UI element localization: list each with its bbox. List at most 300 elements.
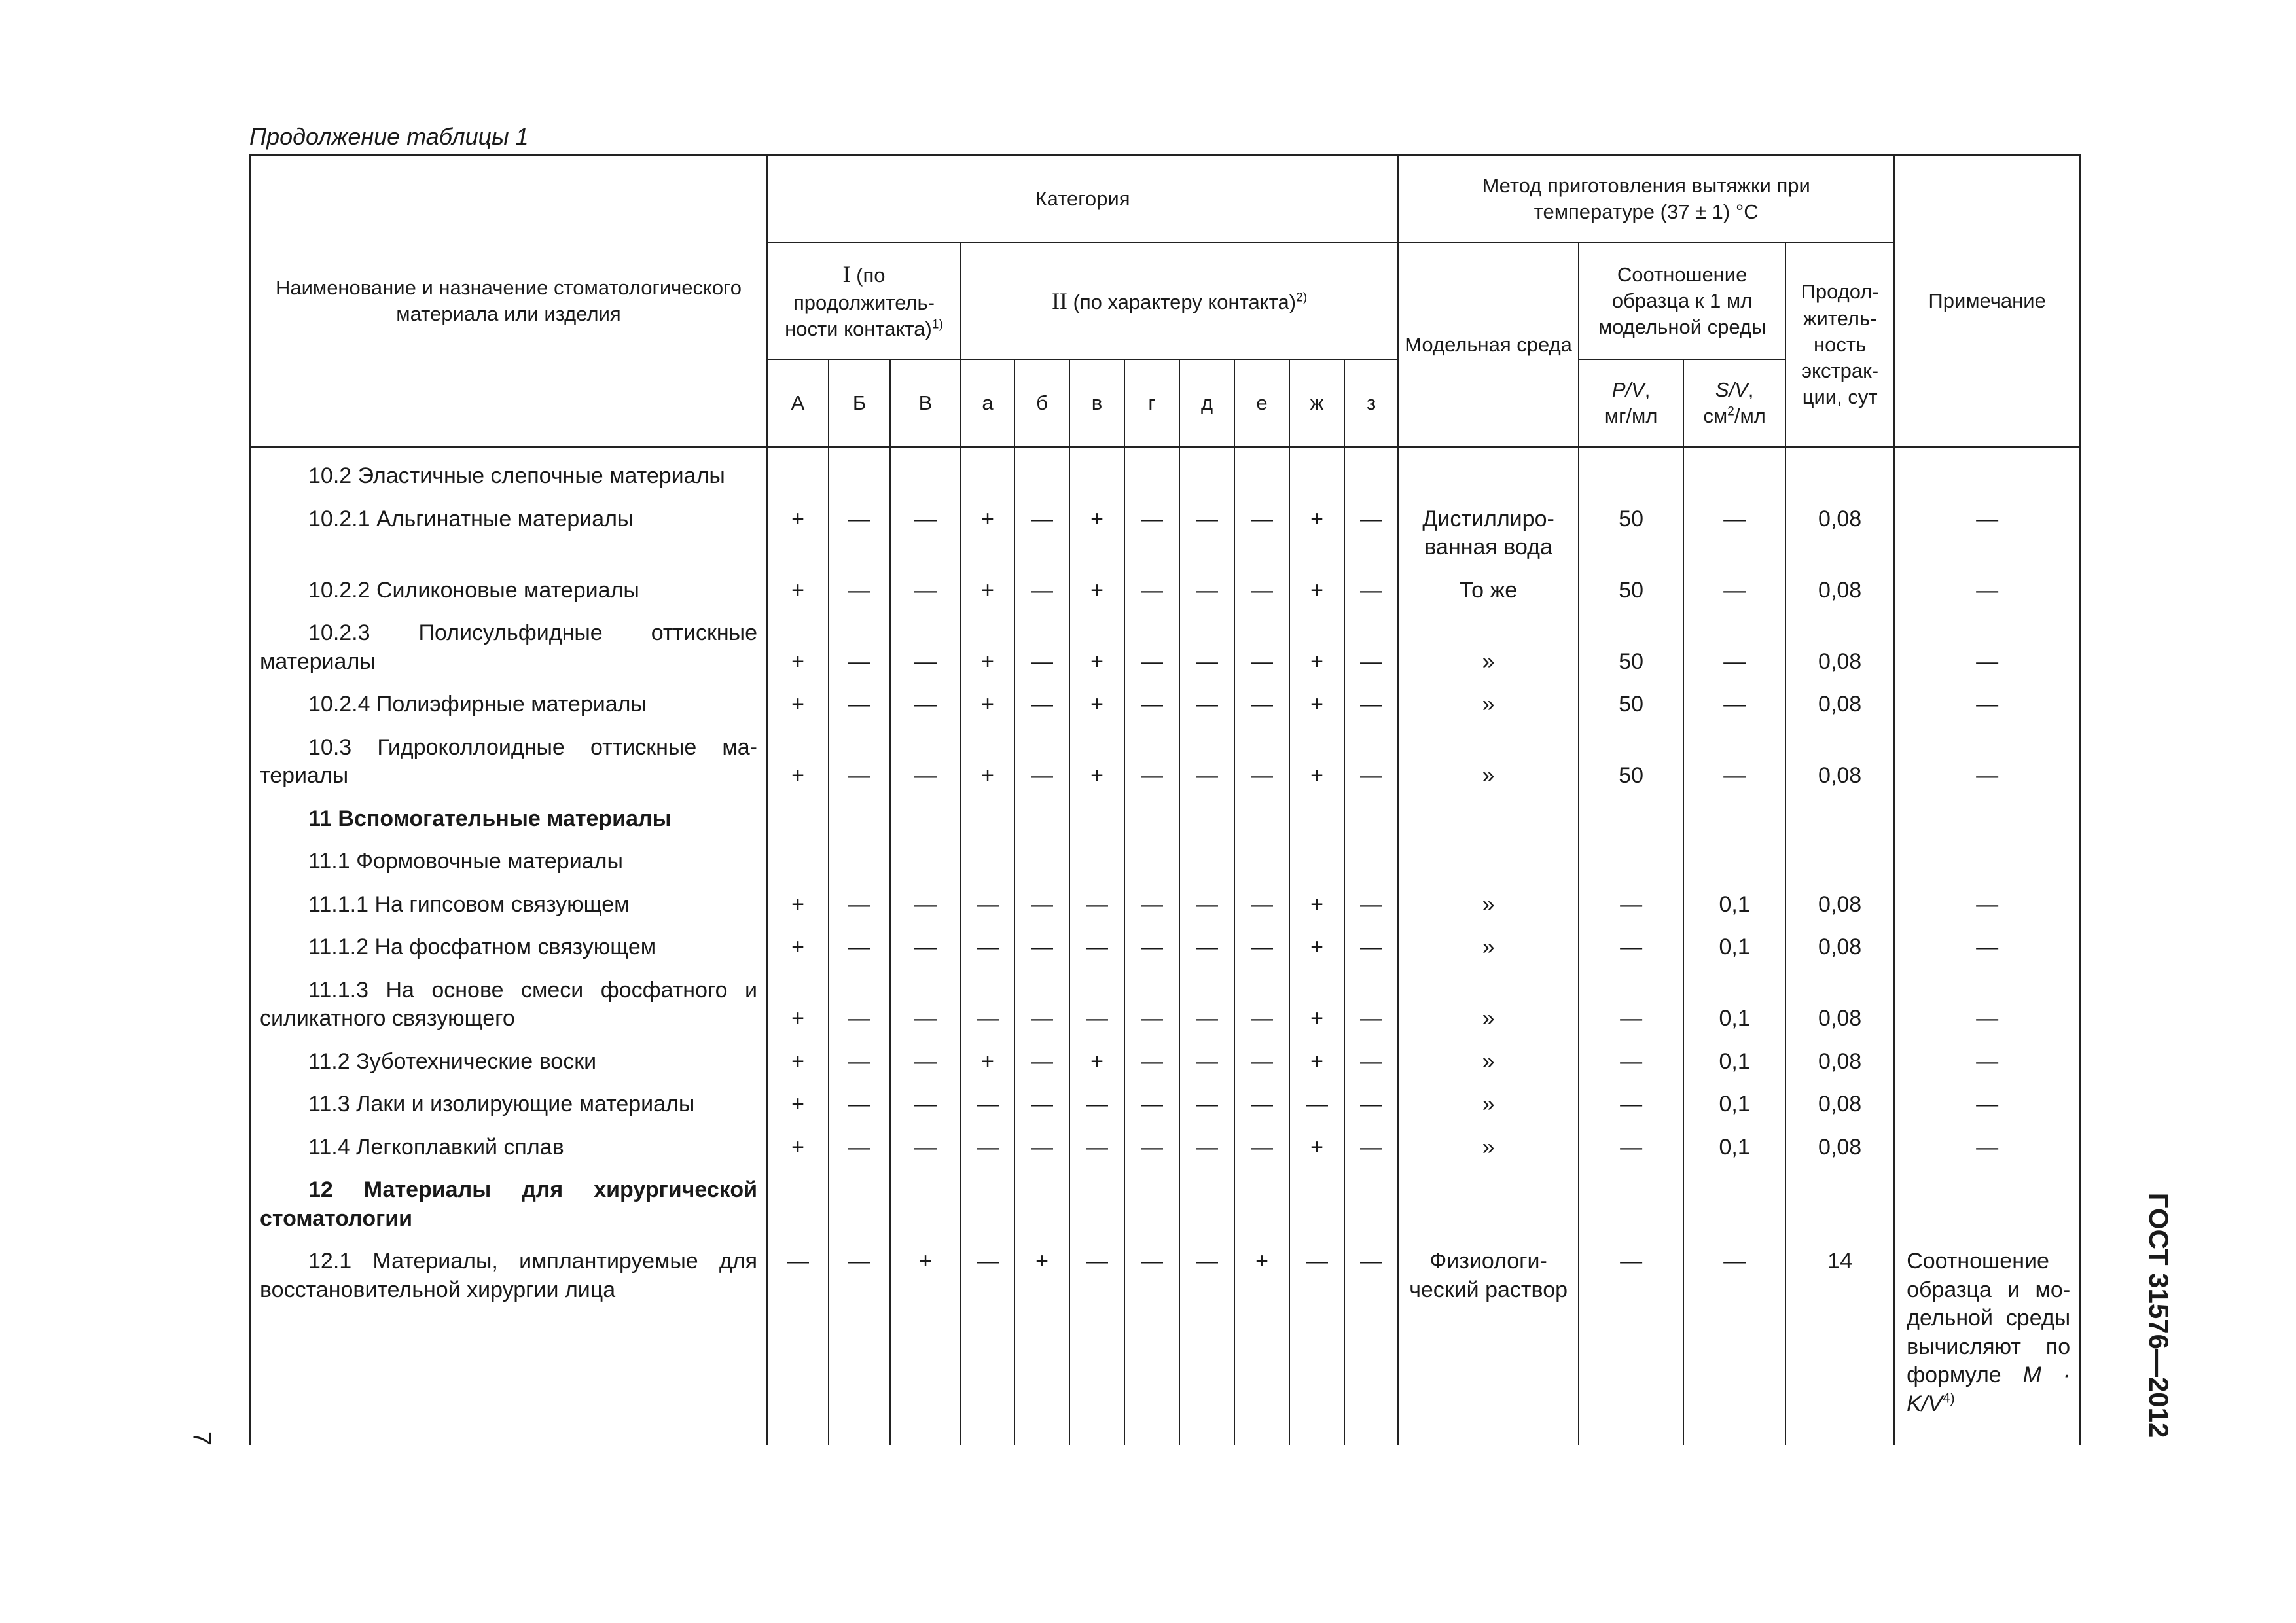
category-mark-cell	[1124, 798, 1179, 842]
pv-cell: —	[1579, 1041, 1683, 1084]
category-mark-cell: —	[829, 1084, 890, 1127]
category-mark-cell	[1344, 798, 1398, 842]
category-mark-cell: +	[961, 570, 1014, 613]
header-pv-label: P/V	[1611, 378, 1645, 401]
note-cell	[1894, 841, 2080, 884]
category-mark-cell	[1069, 798, 1124, 842]
category-mark-cell	[1234, 447, 1289, 499]
category-mark-cell: +	[767, 613, 829, 684]
table-row	[250, 841, 2080, 884]
note-cell: —	[1894, 1084, 2080, 1127]
row-name: 10.2.4 Полиэфирные материалы	[308, 692, 647, 717]
category-mark-cell: —	[890, 684, 961, 727]
category-mark-cell: —	[1014, 499, 1069, 570]
category-mark-cell: —	[1014, 1127, 1069, 1170]
row-name: 11.3 Лаки и изолирующие материалы	[308, 1092, 695, 1117]
pv-cell	[1579, 798, 1683, 842]
sv-cell: —	[1683, 684, 1785, 727]
category-mark-cell: —	[1069, 1241, 1124, 1445]
row-name: 10.2.3 Полисульфидные оттискные материалы	[260, 620, 757, 674]
category-mark-cell: —	[1344, 1241, 1398, 1445]
category-mark-cell: —	[1124, 1241, 1179, 1445]
category-mark-cell: +	[1289, 1127, 1344, 1170]
category-mark-cell: —	[890, 613, 961, 684]
category-mark-cell: +	[767, 1084, 829, 1127]
category-mark-cell: —	[1234, 1084, 1289, 1127]
row-name: 11.2 Зуботехнические воски	[308, 1048, 597, 1074]
sv-cell: 0,1	[1683, 970, 1785, 1041]
row-name-cell	[250, 1169, 767, 1241]
category-mark-cell: —	[1289, 1241, 1344, 1445]
note-cell: —	[1894, 613, 2080, 684]
category-mark-cell	[767, 1169, 829, 1241]
model-medium-cell: »	[1398, 970, 1579, 1041]
header-pv: P/V, мг/мл	[1579, 359, 1683, 447]
category-mark-cell	[961, 447, 1014, 499]
header-method	[1398, 155, 1894, 243]
category-mark-cell: —	[1344, 1127, 1398, 1170]
header-method-line1: Метод приготовления вытяжки при	[1482, 173, 1810, 197]
category-mark-cell: —	[1179, 927, 1234, 970]
category-mark-cell	[1069, 841, 1124, 884]
materials-table	[249, 154, 2081, 1445]
category-mark-cell: +	[1069, 570, 1124, 613]
header-sv-label: S/V	[1715, 378, 1748, 401]
category-mark-cell	[1289, 841, 1344, 884]
note-cell: —	[1894, 570, 2080, 613]
category-mark-cell: +	[1069, 1041, 1124, 1084]
category-mark-cell	[961, 798, 1014, 842]
row-name-cell	[250, 684, 767, 727]
category-mark-cell: —	[1344, 727, 1398, 798]
category-mark-cell: —	[1014, 927, 1069, 970]
category-mark-cell: —	[1234, 684, 1289, 727]
category-mark-cell: —	[1069, 884, 1124, 927]
category-mark-cell: +	[1069, 727, 1124, 798]
category-mark-cell: +	[767, 1041, 829, 1084]
header-cat2-text: (по характеру контакта)	[1067, 290, 1297, 313]
category-mark-cell	[1179, 1169, 1234, 1241]
pv-cell: —	[1579, 927, 1683, 970]
row-name: 11.1 Формовочные материалы	[308, 849, 623, 874]
table-row	[250, 684, 2080, 727]
row-name-cell	[250, 798, 767, 842]
pv-cell: 50	[1579, 570, 1683, 613]
category-mark-cell: —	[829, 613, 890, 684]
category-mark-cell: —	[1344, 684, 1398, 727]
category-mark-cell: +	[961, 613, 1014, 684]
table-row	[250, 927, 2080, 970]
category-mark-cell	[1344, 447, 1398, 499]
category-mark-cell: —	[1069, 927, 1124, 970]
category-mark-cell: —	[1234, 927, 1289, 970]
pv-cell: —	[1579, 884, 1683, 927]
category-mark-cell: +	[1289, 570, 1344, 613]
model-medium-cell: »	[1398, 727, 1579, 798]
category-mark-cell: +	[1234, 1241, 1289, 1445]
model-medium-cell	[1398, 1169, 1579, 1241]
category-mark-cell: —	[1124, 1127, 1179, 1170]
duration-cell	[1785, 1169, 1894, 1241]
header-cat1-footnote: 1)	[931, 318, 943, 332]
category-mark-cell: —	[1179, 499, 1234, 570]
header-sub-col: Б	[829, 359, 890, 447]
category-mark-cell: —	[1124, 1084, 1179, 1127]
header-name-col: Наименование и назначение стоматологического материала или изделия	[250, 155, 767, 447]
category-mark-cell: —	[1179, 684, 1234, 727]
category-mark-cell: —	[1179, 613, 1234, 684]
category-mark-cell: —	[1069, 970, 1124, 1041]
header-note: Примечание	[1894, 155, 2080, 447]
category-mark-cell	[1344, 841, 1398, 884]
category-mark-cell: +	[1014, 1241, 1069, 1445]
model-medium-cell: Физиологический раствор	[1398, 1241, 1579, 1445]
category-mark-cell	[890, 447, 961, 499]
category-mark-cell	[829, 798, 890, 842]
category-mark-cell	[1289, 1169, 1344, 1241]
note-cell: —	[1894, 727, 2080, 798]
row-name-cell	[250, 499, 767, 570]
category-mark-cell: —	[1014, 1084, 1069, 1127]
model-medium-cell	[1398, 447, 1579, 499]
category-mark-cell: —	[1179, 1084, 1234, 1127]
header-model-medium: Модельная среда	[1398, 243, 1579, 447]
category-mark-cell	[890, 1169, 961, 1241]
category-mark-cell: —	[1344, 1084, 1398, 1127]
category-mark-cell: —	[1014, 1041, 1069, 1084]
table-body	[250, 447, 2080, 1445]
header-sub-col: г	[1124, 359, 1179, 447]
category-mark-cell: —	[1014, 884, 1069, 927]
note-cell: —	[1894, 884, 2080, 927]
header-pv-unit: мг/мл	[1604, 404, 1658, 427]
category-mark-cell: +	[961, 727, 1014, 798]
category-mark-cell: —	[1014, 613, 1069, 684]
model-medium-cell: »	[1398, 613, 1579, 684]
category-mark-cell: —	[829, 1041, 890, 1084]
category-mark-cell: —	[890, 570, 961, 613]
category-mark-cell	[1234, 798, 1289, 842]
header-cat1-text: (по продолжительности контакта)	[785, 264, 935, 341]
header-cat2	[961, 243, 1398, 359]
category-mark-cell: +	[1069, 613, 1124, 684]
category-mark-cell: —	[1124, 884, 1179, 927]
category-mark-cell: +	[1289, 727, 1344, 798]
category-mark-cell: —	[961, 884, 1014, 927]
header-cat1-roman: I	[842, 261, 851, 288]
header-category: Категория	[767, 155, 1398, 243]
category-mark-cell: —	[1124, 570, 1179, 613]
category-mark-cell	[1179, 841, 1234, 884]
category-mark-cell: +	[1289, 499, 1344, 570]
header-sub-col: В	[890, 359, 961, 447]
note-formula: M · K/V	[1907, 1363, 2071, 1416]
category-mark-cell	[1014, 798, 1069, 842]
note-cell: —	[1894, 1041, 2080, 1084]
header-method-line2: температуре (37 ± 1) °С	[1534, 200, 1759, 223]
category-mark-cell: +	[1289, 1041, 1344, 1084]
duration-cell	[1785, 447, 1894, 499]
duration-cell: 0,08	[1785, 613, 1894, 684]
duration-cell: 0,08	[1785, 727, 1894, 798]
model-medium-cell: »	[1398, 684, 1579, 727]
category-mark-cell: +	[767, 570, 829, 613]
sv-cell: 0,1	[1683, 1084, 1785, 1127]
category-mark-cell: —	[1124, 613, 1179, 684]
category-mark-cell: —	[890, 727, 961, 798]
category-mark-cell	[829, 1169, 890, 1241]
row-name-cell	[250, 613, 767, 684]
sv-cell: 0,1	[1683, 927, 1785, 970]
row-name: 11.1.1 На гипсовом связующем	[308, 891, 630, 917]
category-mark-cell: —	[1344, 613, 1398, 684]
pv-cell	[1579, 447, 1683, 499]
category-mark-cell: —	[1344, 1041, 1398, 1084]
model-medium-cell	[1398, 841, 1579, 884]
row-name-cell	[250, 570, 767, 613]
model-medium-cell: »	[1398, 1127, 1579, 1170]
duration-cell: 0,08	[1785, 927, 1894, 970]
page-number-text: 7	[187, 1431, 217, 1446]
category-mark-cell	[767, 841, 829, 884]
category-mark-cell: —	[1179, 884, 1234, 927]
category-mark-cell: —	[1234, 499, 1289, 570]
category-mark-cell: —	[1344, 884, 1398, 927]
category-mark-cell	[1014, 447, 1069, 499]
header-sub-col: з	[1344, 359, 1398, 447]
category-mark-cell	[1289, 798, 1344, 842]
category-mark-cell: +	[961, 684, 1014, 727]
category-mark-cell: —	[961, 1127, 1014, 1170]
duration-cell: 0,08	[1785, 499, 1894, 570]
category-mark-cell	[1234, 1169, 1289, 1241]
category-mark-cell: —	[1014, 970, 1069, 1041]
table-row	[250, 1041, 2080, 1084]
duration-cell: 0,08	[1785, 684, 1894, 727]
category-mark-cell: —	[1014, 727, 1069, 798]
row-name: 11.1.3 На основе смеси фосфатного и силикатного связующего	[260, 977, 757, 1031]
category-mark-cell: —	[961, 1084, 1014, 1127]
category-mark-cell: —	[1344, 499, 1398, 570]
duration-cell	[1785, 798, 1894, 842]
sv-cell: 0,1	[1683, 1127, 1785, 1170]
note-cell: —	[1894, 499, 2080, 570]
row-name-cell	[250, 1084, 767, 1127]
duration-cell: 0,08	[1785, 570, 1894, 613]
row-name: 11 Вспомогательные материалы	[308, 806, 672, 831]
category-mark-cell: —	[1179, 970, 1234, 1041]
category-mark-cell: —	[829, 727, 890, 798]
category-mark-cell: —	[1124, 927, 1179, 970]
duration-cell: 0,08	[1785, 1127, 1894, 1170]
duration-cell	[1785, 841, 1894, 884]
table-row	[250, 798, 2080, 842]
category-mark-cell: +	[1069, 499, 1124, 570]
header-sub-col: д	[1179, 359, 1234, 447]
category-mark-cell: —	[890, 499, 961, 570]
category-mark-cell: —	[890, 884, 961, 927]
category-mark-cell: —	[829, 499, 890, 570]
duration-cell: 0,08	[1785, 1041, 1894, 1084]
row-name-cell	[250, 884, 767, 927]
category-mark-cell: —	[890, 927, 961, 970]
category-mark-cell: —	[1179, 1241, 1234, 1445]
header-sv: S/V, $см^2/мл$	[1683, 359, 1785, 447]
header-ratio: Соотношение образца к 1 мл модельной среды	[1579, 243, 1785, 359]
row-name: 10.2 Эластичные слепочные материалы	[308, 463, 725, 488]
table-row	[250, 727, 2080, 798]
table-row	[250, 447, 2080, 499]
category-mark-cell	[890, 841, 961, 884]
sv-cell: —	[1683, 613, 1785, 684]
category-mark-cell: —	[1179, 1041, 1234, 1084]
header-sub-col: е	[1234, 359, 1289, 447]
table-row	[250, 884, 2080, 927]
pv-cell: —	[1579, 1241, 1683, 1445]
category-mark-cell: —	[961, 1241, 1014, 1445]
row-name: 10.3 Гидроколлоидные оттискные материалы	[260, 734, 757, 789]
header-sv-unit-post: /мл	[1734, 404, 1766, 427]
sv-cell: 0,1	[1683, 884, 1785, 927]
table-row	[250, 1241, 2080, 1445]
category-mark-cell: +	[890, 1241, 961, 1445]
category-mark-cell: —	[890, 970, 961, 1041]
row-name-cell	[250, 447, 767, 499]
row-name-cell	[250, 970, 767, 1041]
category-mark-cell: —	[829, 570, 890, 613]
pv-cell: —	[1579, 1127, 1683, 1170]
category-mark-cell: —	[890, 1127, 961, 1170]
category-mark-cell	[1234, 841, 1289, 884]
category-mark-cell: +	[767, 684, 829, 727]
note-cell: —	[1894, 684, 2080, 727]
sv-cell: —	[1683, 1241, 1785, 1445]
side-gost-text: ГОСТ 31576—2012	[2144, 1192, 2174, 1438]
category-mark-cell: +	[767, 970, 829, 1041]
duration-cell: 0,08	[1785, 884, 1894, 927]
category-mark-cell: —	[829, 1127, 890, 1170]
note-cell	[1894, 1241, 2080, 1445]
category-mark-cell: +	[961, 499, 1014, 570]
table-row	[250, 1084, 2080, 1127]
category-mark-cell	[1344, 1169, 1398, 1241]
category-mark-cell: +	[1069, 684, 1124, 727]
category-mark-cell: —	[829, 1241, 890, 1445]
category-mark-cell: —	[1124, 684, 1179, 727]
sv-cell	[1683, 798, 1785, 842]
row-name-cell	[250, 1041, 767, 1084]
pv-cell	[1579, 841, 1683, 884]
row-name-cell	[250, 841, 767, 884]
header-duration: Продолжительность экстракции, сут	[1785, 243, 1894, 447]
category-mark-cell: +	[961, 1041, 1014, 1084]
category-mark-cell: —	[1069, 1127, 1124, 1170]
duration-cell: 0,08	[1785, 1084, 1894, 1127]
side-gost-label	[2132, 1191, 2185, 1440]
category-mark-cell: +	[767, 499, 829, 570]
category-mark-cell	[829, 447, 890, 499]
header-cat2-footnote: 2)	[1296, 291, 1308, 305]
category-mark-cell: +	[1289, 970, 1344, 1041]
category-mark-cell: —	[1124, 499, 1179, 570]
row-name-cell	[250, 927, 767, 970]
category-mark-cell: —	[890, 1084, 961, 1127]
row-name-cell	[250, 1241, 767, 1445]
sv-cell: —	[1683, 727, 1785, 798]
category-mark-cell: —	[1014, 684, 1069, 727]
note-text: Соотношение образца и модельной среды вычисляют по формуле	[1907, 1249, 2071, 1388]
category-mark-cell: +	[1289, 884, 1344, 927]
sv-cell	[1683, 1169, 1785, 1241]
row-name-cell	[250, 727, 767, 798]
category-mark-cell: —	[1069, 1084, 1124, 1127]
header-cat2-roman: II	[1051, 287, 1067, 314]
model-medium-cell: »	[1398, 927, 1579, 970]
category-mark-cell: +	[1289, 927, 1344, 970]
category-mark-cell	[1179, 798, 1234, 842]
category-mark-cell	[1124, 1169, 1179, 1241]
sv-cell: —	[1683, 570, 1785, 613]
category-mark-cell: —	[829, 927, 890, 970]
category-mark-cell: —	[829, 684, 890, 727]
row-name: 12.1 Материалы, имплантируемые для восстановительной хирургии лица	[260, 1249, 757, 1302]
category-mark-cell: —	[1124, 1041, 1179, 1084]
note-cell	[1894, 447, 2080, 499]
note-cell	[1894, 1169, 2080, 1241]
sv-cell	[1683, 447, 1785, 499]
category-mark-cell: —	[1179, 570, 1234, 613]
duration-cell: 14	[1785, 1241, 1894, 1445]
category-mark-cell: —	[1179, 727, 1234, 798]
header-sv-unit-sup: 2	[1727, 404, 1734, 419]
model-medium-cell: »	[1398, 1084, 1579, 1127]
category-mark-cell: —	[961, 970, 1014, 1041]
header-sub-col: А	[767, 359, 829, 447]
category-mark-cell	[1179, 447, 1234, 499]
category-mark-cell: +	[767, 1127, 829, 1170]
sv-cell: 0,1	[1683, 1041, 1785, 1084]
pv-cell: 50	[1579, 727, 1683, 798]
category-mark-cell: +	[767, 884, 829, 927]
model-medium-cell	[1398, 798, 1579, 842]
category-mark-cell: —	[829, 884, 890, 927]
row-name-cell	[250, 1127, 767, 1170]
category-mark-cell: —	[1344, 970, 1398, 1041]
category-mark-cell	[1014, 841, 1069, 884]
category-mark-cell	[961, 1169, 1014, 1241]
table-row	[250, 499, 2080, 570]
note-cell: —	[1894, 970, 2080, 1041]
category-mark-cell	[1069, 1169, 1124, 1241]
pv-cell: 50	[1579, 499, 1683, 570]
category-mark-cell: —	[1234, 1041, 1289, 1084]
row-name: 10.2.1 Альгинатные материалы	[308, 506, 634, 531]
pv-cell	[1579, 1169, 1683, 1241]
note-cell: —	[1894, 927, 2080, 970]
category-mark-cell: +	[1289, 613, 1344, 684]
model-medium-cell: »	[1398, 1041, 1579, 1084]
pv-cell: 50	[1579, 613, 1683, 684]
category-mark-cell	[1289, 447, 1344, 499]
category-mark-cell	[767, 447, 829, 499]
row-name: 11.1.2 На фосфатном связующем	[308, 935, 656, 960]
table-row	[250, 570, 2080, 613]
sv-cell: —	[1683, 499, 1785, 570]
sv-cell	[1683, 841, 1785, 884]
category-mark-cell	[767, 798, 829, 842]
table-row	[250, 613, 2080, 684]
category-mark-cell: —	[1234, 1127, 1289, 1170]
